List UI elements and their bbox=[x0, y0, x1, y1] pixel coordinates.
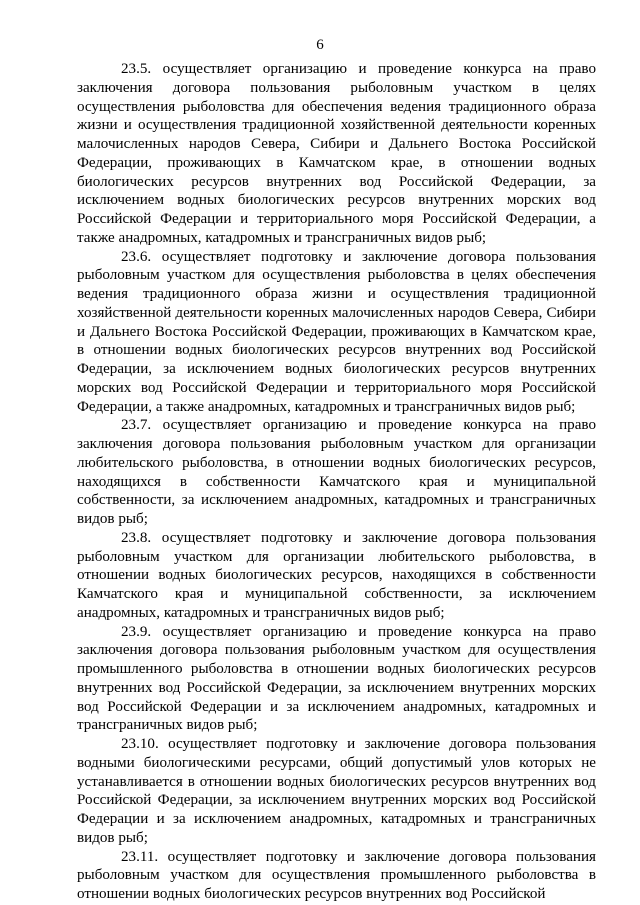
paragraph-23-11 bbox=[77, 848, 596, 904]
paragraph-23-7 bbox=[77, 416, 596, 529]
clause-number: 23.7. bbox=[121, 417, 152, 434]
document-body bbox=[77, 60, 596, 904]
clause-number: 23.6. bbox=[121, 248, 152, 265]
paragraph-23-5 bbox=[77, 60, 596, 248]
clause-number: 23.10. bbox=[121, 736, 159, 752]
clause-text: осуществляет подготовку и заключение договора пользования водными биологическими ресурсами, общий допустимый улов которых не устанавливается в отношении водных биологических ресурсов внутренних вод Российской Федерации, за исключением внутренних морских вод Российской Федерации и за исключением анадромных, катадромных и трансграничных видов рыб; bbox=[77, 736, 597, 846]
clause-number: 23.5. bbox=[121, 61, 152, 77]
paragraph-23-8 bbox=[77, 529, 596, 623]
clause-number: 23.11. bbox=[121, 848, 159, 865]
clause-text: осуществляет подготовку и заключение договора пользования рыболовным участком для осуществления промышленного рыболовства в отношении водных биологических ресурсов внутренних вод Российской bbox=[77, 848, 596, 902]
page-number: 6 bbox=[316, 37, 324, 53]
clause-text: осуществляет подготовку и заключение договора пользования рыболовным участком для осуществления рыболовства в целях обеспечения ведения традиционного образа жизни и осуществления традиционной хозяйственной деятельности коренных малочисленных народов Севера, Сибири и Дальнего Востока Российской Федерации, проживающих в Камчатском крае, в отношении водных биологических ресурсов внутренних вод Российской Федерации, за исключением водных биологических ресурсов внутренних морских вод Российской Федерации и территориального моря Российской Федерации, а также анадромных, катадромных и трансграничных видов рыб; bbox=[77, 248, 596, 415]
paragraph-23-6 bbox=[77, 248, 596, 417]
paragraph-23-9 bbox=[77, 623, 596, 736]
clause-text: осуществляет организацию и проведение конкурса на право заключения договора пользования рыболовным участком для организации любительского рыболовства, в отношении водных биологических ресурсов, находящихся в собственности Камчатского края и муниципальной собственности, за исключением анадромных, катадромных и трансграничных видов рыб; bbox=[77, 417, 596, 527]
clause-number: 23.8. bbox=[121, 529, 152, 546]
clause-number: 23.9. bbox=[121, 623, 152, 640]
paragraph-23-10 bbox=[77, 735, 596, 848]
clause-text: осуществляет организацию и проведение конкурса на право заключения договора пользования рыболовным участком для осуществления промышленного рыболовства в отношении водных биологических ресурсов внутренних вод Российской Федерации, за исключением внутренних морских вод Российской Федерации и за исключением анадромных, катадромных и трансграничных видов рыб; bbox=[77, 623, 596, 734]
clause-text: осуществляет организацию и проведение конкурса на право заключения договора пользования рыболовным участком в целях осуществления рыболовства для обеспечения ведения традиционного образа жизни и осуществления традиционной хозяйственной деятельности коренных малочисленных народов Севера, Сибири и Дальнего Востока Российской Федерации, проживающих в Камчатском крае, в отношении водных биологических ресурсов внутренних вод Российской Федерации, за исключением водных биологических ресурсов внутренних морских вод Российской Федерации и территориального моря Российской Федерации, а также анадромных, катадромных и трансграничных видов рыб; bbox=[77, 61, 596, 246]
clause-text: осуществляет подготовку и заключение договора пользования рыболовным участком для организации любительского рыболовства, в отношении водных биологических ресурсов, находящихся в собственности Камчатского края и муниципальной собственности, за исключением анадромных, катадромных и трансграничных видов рыб; bbox=[77, 529, 596, 621]
